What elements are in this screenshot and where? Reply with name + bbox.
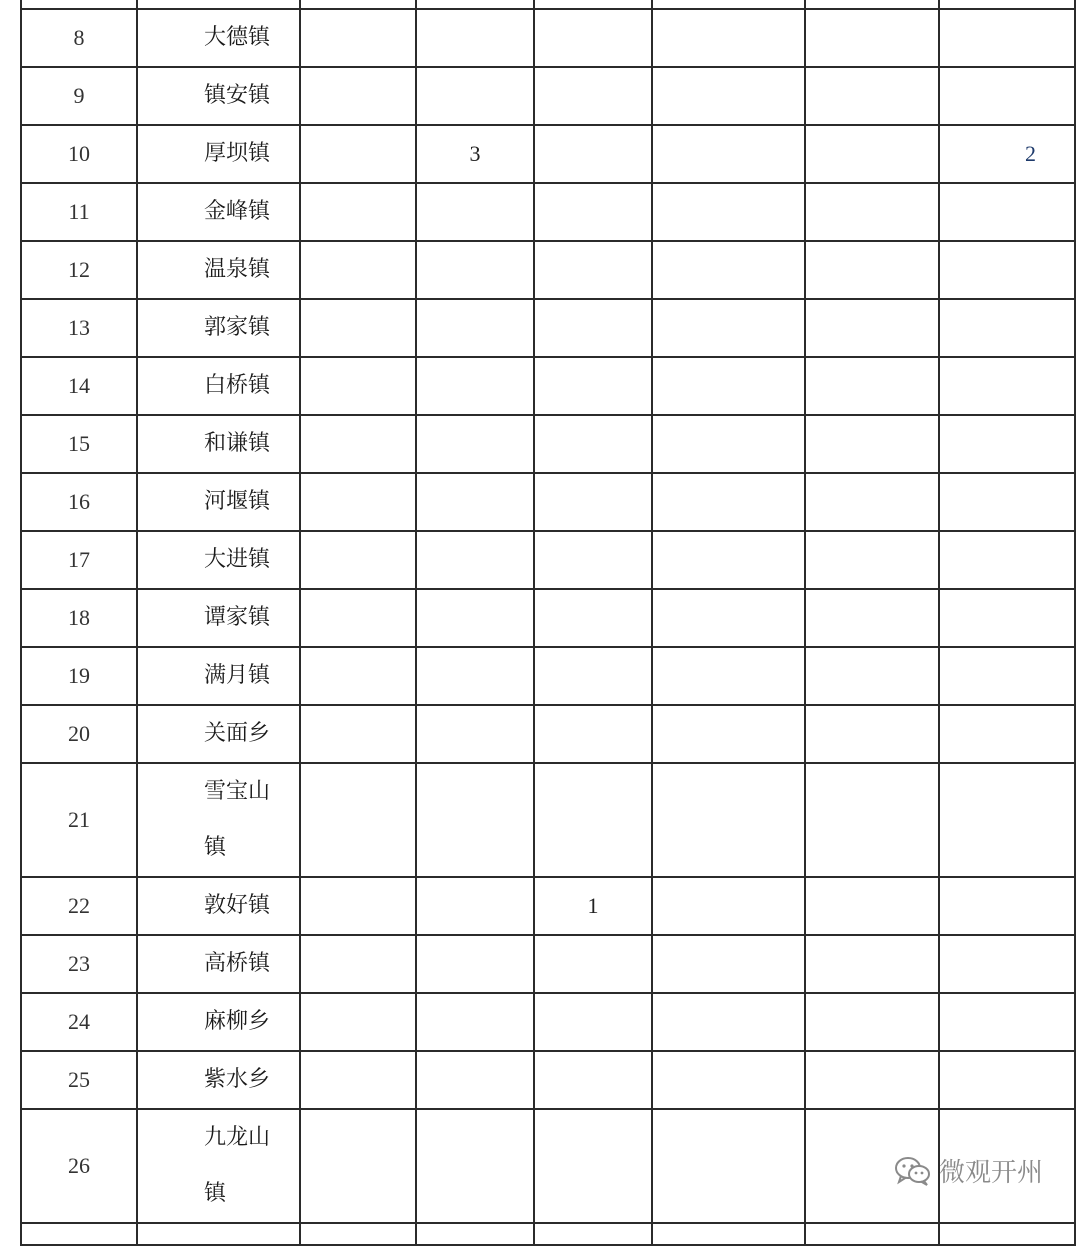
row-number: 19 [21,647,137,705]
value-cell [939,993,1075,1051]
town-name-text: 大进镇 [204,547,271,572]
table-row [21,993,1075,1051]
watermark-text: 微观开州 [939,1158,1044,1188]
value-cell [534,531,652,589]
value-cell [416,877,534,935]
value-cell [652,473,805,531]
watermark [893,1152,1043,1189]
town-name-text: 和谦镇 [204,431,271,456]
town-name [137,9,300,67]
value-cell [300,935,416,993]
value-cell [652,67,805,125]
value-cell [652,763,805,877]
town-name-text: 紫水乡 [204,1067,271,1092]
value-cell [652,9,805,67]
value-cell [300,1109,416,1223]
row-number: 12 [21,241,137,299]
table-row-partial-bottom [21,1223,1075,1245]
town-name [137,67,300,125]
value-cell [534,647,652,705]
value-cell [652,935,805,993]
value-cell [416,9,534,67]
town-name-text: 金峰镇 [204,199,271,224]
value-cell [652,877,805,935]
table-row [21,647,1075,705]
value-cell [534,415,652,473]
value-cell [939,415,1075,473]
row-number: 13 [21,299,137,357]
value-cell [939,647,1075,705]
row-number: 23 [21,935,137,993]
value-cell [652,415,805,473]
value-cell [652,1051,805,1109]
value-cell [534,1109,652,1223]
town-name-text: 满月镇 [204,663,271,688]
value-cell [534,705,652,763]
value-cell [652,647,805,705]
town-name [137,125,300,183]
table-row [21,67,1075,125]
row-number: 24 [21,993,137,1051]
row-number: 18 [21,589,137,647]
row-number: 8 [21,9,137,67]
town-name [137,357,300,415]
value-cell [534,241,652,299]
value-cell [300,877,416,935]
value-cell [416,357,534,415]
row-number: 25 [21,1051,137,1109]
row-number: 16 [21,473,137,531]
value-cell [534,935,652,993]
value-cell [534,67,652,125]
value-cell [939,9,1075,67]
value-cell [300,9,416,67]
value-cell [416,1051,534,1109]
value-cell [805,357,939,415]
value-cell [939,531,1075,589]
value-cell [652,993,805,1051]
table-row [21,935,1075,993]
town-name [137,647,300,705]
row-number: 26 [21,1109,137,1223]
town-name [137,241,300,299]
table-row-partial-top [21,0,1075,9]
value-cell [805,647,939,705]
value-cell [939,877,1075,935]
town-name-text: 麻柳乡 [204,1009,271,1034]
value-cell [300,531,416,589]
value-cell [805,299,939,357]
value-cell [652,357,805,415]
table-row [21,1051,1075,1109]
value-cell [534,763,652,877]
value-cell [534,993,652,1051]
town-name-text: 高桥镇 [204,951,271,976]
row-number: 20 [21,705,137,763]
table-row [21,125,1075,183]
town-name [137,415,300,473]
town-name [137,299,300,357]
value-cell [300,993,416,1051]
row-number: 22 [21,877,137,935]
town-name [137,589,300,647]
value-cell [534,9,652,67]
value-cell: 2 [939,125,1075,183]
value-cell [652,241,805,299]
town-name-text: 温泉镇 [204,257,271,282]
value-cell [534,183,652,241]
table-row [21,705,1075,763]
value-cell [939,183,1075,241]
value-cell [805,1051,939,1109]
value-cell [939,1051,1075,1109]
value-cell [805,993,939,1051]
value-cell [300,1051,416,1109]
table-row [21,357,1075,415]
value-cell [939,299,1075,357]
value-cell [416,705,534,763]
town-name-text: 白桥镇 [204,373,271,398]
value-cell [805,9,939,67]
value-cell [652,183,805,241]
town-name-text: 大德镇 [204,25,271,50]
table-row [21,763,1075,877]
wechat-icon [893,1155,933,1187]
value-cell: 3 [416,125,534,183]
value-cell [805,763,939,877]
town-name [137,1109,300,1223]
value-cell [534,1051,652,1109]
town-name [137,763,300,877]
value-cell [939,705,1075,763]
value-cell [534,299,652,357]
value-cell [805,589,939,647]
town-name-text: 敦好镇 [204,893,271,918]
value-cell [300,473,416,531]
value-cell [534,125,652,183]
table-row [21,473,1075,531]
value-cell [416,415,534,473]
value-cell [300,705,416,763]
table-row [21,299,1075,357]
row-number: 17 [21,531,137,589]
value-cell [300,763,416,877]
town-name [137,877,300,935]
value-cell [805,935,939,993]
value-cell [300,647,416,705]
town-name-text: 雪宝山镇 [204,779,271,860]
town-name-text: 镇安镇 [204,83,271,108]
value-cell [416,183,534,241]
town-name [137,183,300,241]
row-number: 11 [21,183,137,241]
value-cell: 1 [534,877,652,935]
value-cell [805,415,939,473]
town-name-text: 河堰镇 [204,489,271,514]
value-cell [416,1109,534,1223]
value-cell [805,531,939,589]
value-cell [416,993,534,1051]
value-cell [300,183,416,241]
value-cell [939,241,1075,299]
value-cell [416,935,534,993]
row-number: 15 [21,415,137,473]
value-cell [300,299,416,357]
value-cell [939,473,1075,531]
value-cell [416,531,534,589]
value-cell [534,473,652,531]
table-row [21,9,1075,67]
value-cell [534,589,652,647]
town-name [137,993,300,1051]
value-cell [416,241,534,299]
table-row [21,877,1075,935]
row-number: 10 [21,125,137,183]
town-name [137,531,300,589]
value-cell [416,647,534,705]
value-cell [300,67,416,125]
value-cell [805,67,939,125]
value-cell [805,125,939,183]
town-data-table [20,0,1076,1246]
town-name-text: 九龙山镇 [204,1125,271,1206]
value-cell [939,589,1075,647]
value-cell [939,763,1075,877]
value-cell [652,589,805,647]
table-row [21,415,1075,473]
town-name [137,705,300,763]
value-cell [300,357,416,415]
value-cell [300,241,416,299]
value-cell [652,531,805,589]
value-cell [652,125,805,183]
value-cell [416,67,534,125]
value-cell [652,299,805,357]
value-cell [534,357,652,415]
table-row [21,531,1075,589]
row-number: 9 [21,67,137,125]
value-cell [805,241,939,299]
town-name-text: 谭家镇 [204,605,271,630]
town-name [137,473,300,531]
town-name [137,1051,300,1109]
town-name-text: 郭家镇 [204,315,271,340]
table-row [21,589,1075,647]
value-cell [939,357,1075,415]
town-name [137,935,300,993]
value-cell [939,67,1075,125]
value-cell [939,935,1075,993]
value-cell [416,473,534,531]
value-cell [300,415,416,473]
value-cell [416,763,534,877]
row-number: 21 [21,763,137,877]
value-cell [805,705,939,763]
table-row [21,241,1075,299]
value-cell [805,877,939,935]
town-name-text: 厚坝镇 [204,141,271,166]
value-cell [805,473,939,531]
town-name-text: 关面乡 [204,721,271,746]
value-cell [652,705,805,763]
table-row [21,183,1075,241]
value-cell [416,589,534,647]
value-cell [300,125,416,183]
value-cell [300,589,416,647]
row-number: 14 [21,357,137,415]
value-cell [416,299,534,357]
value-cell [652,1109,805,1223]
value-cell [805,183,939,241]
